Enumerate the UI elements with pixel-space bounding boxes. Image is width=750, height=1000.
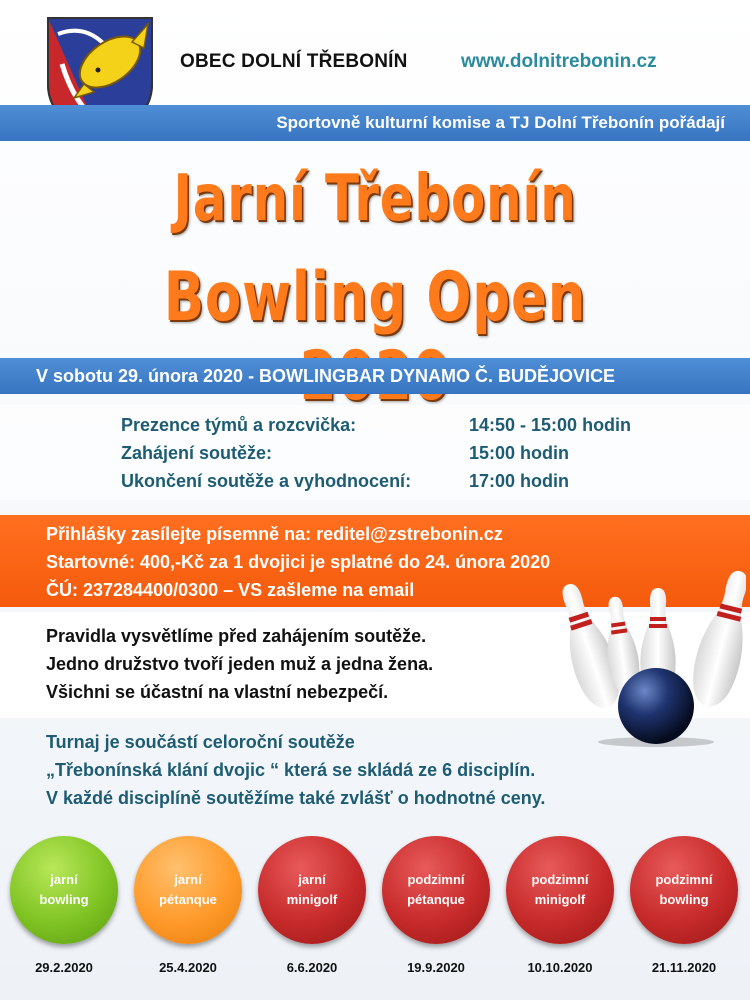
event-line2: minigolf: [534, 892, 586, 907]
title-line-1: Jarní Třebonín: [173, 162, 577, 236]
event-date: 21.11.2020: [651, 960, 717, 975]
schedule-row: [121, 443, 570, 464]
event-line1: podzimní: [655, 872, 713, 887]
event-line1: jarní: [298, 872, 326, 887]
registration-line: Přihlášky zasílejte písemně na: reditel@zstrebonin.cz: [46, 524, 503, 544]
title-line-2: Bowling Open: [163, 258, 587, 337]
tournament-line: „Třebonínská klání dvojic “ která se skládá ze 6 disciplín.: [46, 760, 536, 780]
event-line1: jarní: [50, 872, 78, 887]
org-name: OBEC DOLNÍ TŘEBONÍN: [180, 51, 408, 72]
organizers-text: Sportovně kulturní komise a TJ Dolní Třebonín pořádají: [276, 113, 725, 132]
event-line2: bowling: [39, 892, 89, 907]
organizers-band: [0, 105, 750, 141]
schedule-label: Prezence týmů a rozcvička:: [121, 415, 357, 435]
rules-line: Jedno družstvo tvoří jeden muž a jedna žena.: [46, 654, 434, 674]
event-podzimni-minigolf: [506, 836, 614, 944]
event-podzimni-bowling: [630, 836, 738, 944]
tournament-line: V každé disciplíně soutěžíme také zvlášť o hodnotné ceny.: [46, 788, 546, 808]
venue-band: [0, 358, 750, 394]
tournament-line: Turnaj je součástí celoroční soutěže: [46, 732, 355, 752]
event-line2: pétanque: [159, 892, 217, 907]
event-line2: pétanque: [407, 892, 465, 907]
schedule-time: 14:50 - 15:00 hodin: [469, 415, 632, 435]
event-line1: podzimní: [531, 872, 589, 887]
event-jarni-bowling: [10, 836, 118, 944]
event-date: 6.6.2020: [286, 960, 338, 975]
schedule-time: 15:00 hodin: [469, 443, 570, 463]
schedule-time: 17:00 hodin: [469, 471, 570, 491]
event-line1: podzimní: [407, 872, 465, 887]
event-date: 29.2.2020: [35, 960, 93, 975]
event-jarni-petanque: [134, 836, 242, 944]
venue-text: V sobotu 29. února 2020 - BOWLINGBAR DYNAMO Č. BUDĚJOVICE: [36, 365, 616, 386]
schedule-row: [121, 415, 632, 436]
rules-line: Pravidla vysvětlíme před zahájením soutěže.: [46, 626, 427, 646]
schedule-section: [0, 405, 750, 500]
event-date: 10.10.2020: [527, 960, 593, 975]
tournament-section: [0, 722, 750, 812]
event-podzimni-petanque: [382, 836, 490, 944]
rules-line: Všichni se účastní na vlastní nebezpečí.: [46, 682, 389, 702]
event-line1: jarní: [174, 872, 202, 887]
registration-line: Startovné: 400,-Kč za 1 dvojici je splatné do 24. února 2020: [46, 552, 551, 572]
schedule-label: Zahájení soutěže:: [121, 443, 273, 463]
event-line2: minigolf: [286, 892, 338, 907]
event-line2: bowling: [659, 892, 709, 907]
website-link[interactable]: www.dolnitrebonin.cz: [461, 51, 657, 72]
schedule-label: Ukončení soutěže a vyhodnocení:: [121, 471, 412, 491]
event-date: 19.9.2020: [407, 960, 465, 975]
registration-line: ČÚ: 237284400/0300 – VS zašleme na email: [46, 580, 415, 600]
schedule-row: [121, 471, 570, 492]
event-date: 25.4.2020: [159, 960, 217, 975]
event-jarni-minigolf: [258, 836, 366, 944]
